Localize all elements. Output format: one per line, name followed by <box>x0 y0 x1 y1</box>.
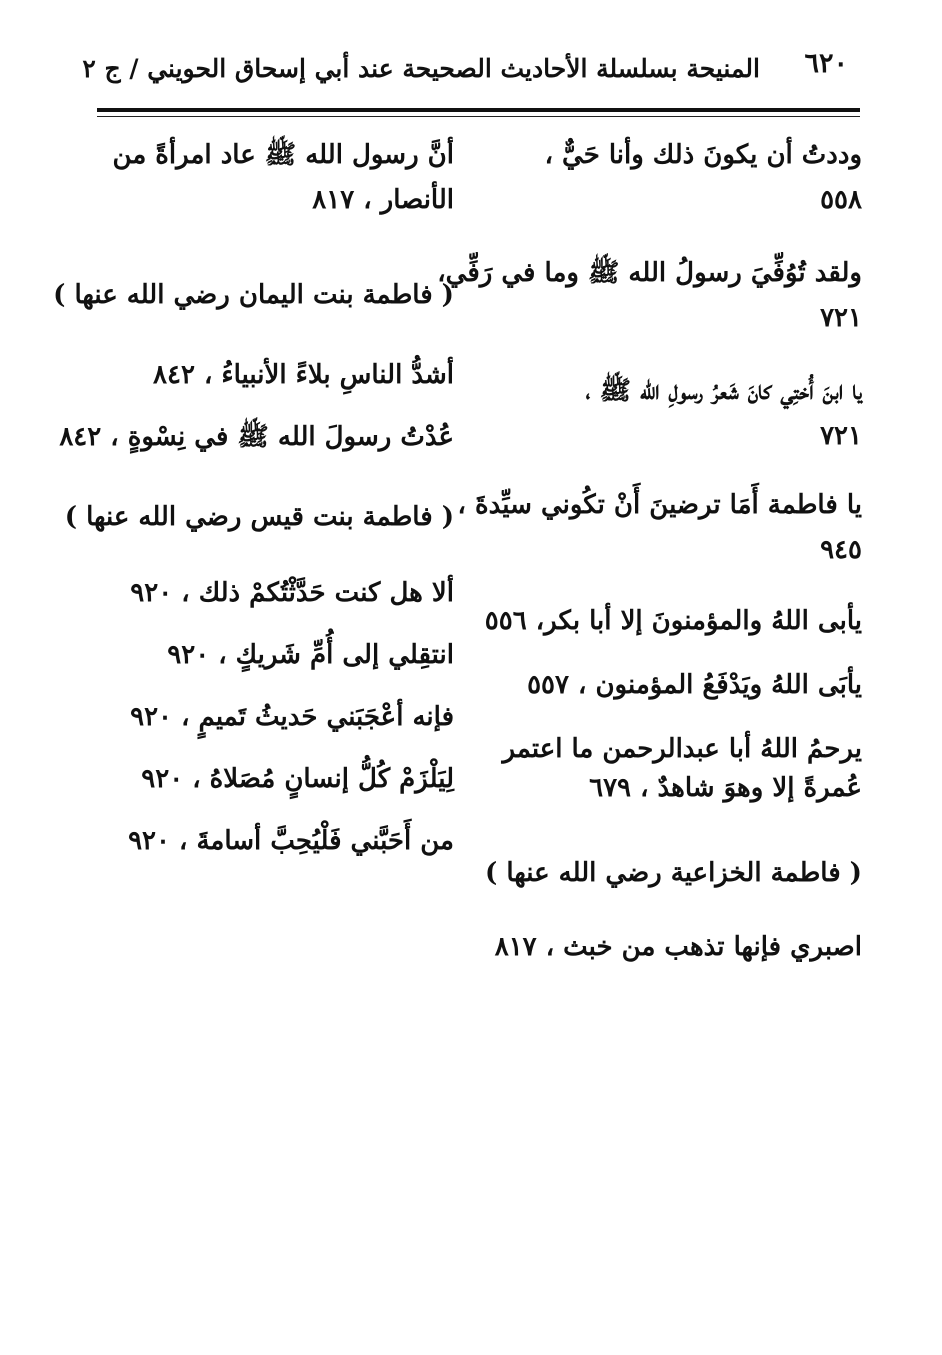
header-rule-thin <box>97 116 860 117</box>
hadith-text-cont: عُمرةً إلا وهوَ شاهدٌ ، ٦٧٩ <box>589 773 862 804</box>
hadith-text: يا ابنَ أُختِي كانَ شَعرُ رسولِ الله ﷺ ، <box>585 376 862 406</box>
hadith-ref: ٥٥٨ <box>820 185 862 216</box>
hadith-text-cont: الأنصار ، ٨١٧ <box>312 185 454 216</box>
section-heading: ( فاطمة بنت اليمان رضي الله عنها ) <box>53 280 454 310</box>
hadith-entry <box>130 702 454 733</box>
hadith-entry <box>503 734 863 804</box>
hadith-text: اصبري فإنها تذهب من خبث ، ٨١٧ <box>494 932 862 962</box>
hadith-text: يأبى اللهُ والمؤمنونَ إلا أبا بكر، ٥٥٦ <box>484 606 862 636</box>
hadith-entry <box>495 932 862 963</box>
page-header <box>82 48 860 88</box>
hadith-text: أنَّ رسول الله ﷺ عاد امرأةً من <box>112 140 454 170</box>
hadith-entry <box>153 360 454 391</box>
hadith-ref: ٧٢١ <box>820 421 862 452</box>
hadith-entry <box>141 764 454 795</box>
hadith-entry <box>59 422 454 453</box>
hadith-entry <box>113 140 454 216</box>
hadith-text: وددتُ أن يكونَ ذلك وأنا حَيٌّ ، <box>544 140 862 170</box>
hadith-text: من أَحَبَّني فَلْيُحِبَّ أسامةَ ، ٩٢٠ <box>128 826 454 856</box>
hadith-text: أشدُّ الناسِ بلاءً الأنبياءُ ، ٨٤٢ <box>153 360 454 390</box>
hadith-text: عُدْتُ رسولَ الله ﷺ في نِسْوةٍ ، ٨٤٢ <box>59 422 454 452</box>
hadith-entry <box>167 640 454 671</box>
book-title: المنيحة بسلسلة الأحاديث الصحيحة عند أبي إسحاق الحويني / ج ٢ <box>82 54 760 83</box>
hadith-ref: ٩٤٥ <box>820 535 862 566</box>
hadith-text: يأبَى اللهُ ويَدْفَعُ المؤمنون ، ٥٥٧ <box>527 670 862 700</box>
hadith-text: انتقِلي إلى أُمِّ شَريكٍ ، ٩٢٠ <box>167 640 454 670</box>
hadith-entry <box>586 376 862 452</box>
hadith-text: يرحمُ اللهُ أبا عبدالرحمن ما اعتمر <box>502 734 862 764</box>
hadith-entry <box>130 578 454 609</box>
hadith-entry <box>485 606 862 637</box>
hadith-entry <box>458 490 862 566</box>
hadith-text: يا فاطمة أَمَا ترضينَ أَنْ تكُوني سيِّدةَ ، <box>457 490 862 520</box>
header-rule-thick <box>97 108 860 112</box>
section-heading: ( فاطمة بنت قيس رضي الله عنها ) <box>64 502 454 532</box>
page-number: ٦٢٠ <box>804 48 848 79</box>
hadith-ref: ٧٢١ <box>820 303 862 334</box>
hadith-entry <box>545 140 862 216</box>
hadith-text: فإنه أعْجَبَني حَديثُ تَميمٍ ، ٩٢٠ <box>130 702 454 732</box>
section-heading: ( فاطمة الخزاعية رضي الله عنها ) <box>485 858 862 888</box>
hadith-entry <box>437 258 862 334</box>
hadith-text: ألا هل كنت حَدَّثْتُكمْ ذلك ، ٩٢٠ <box>130 578 454 608</box>
hadith-entry <box>527 670 862 701</box>
hadith-text: ولقد تُوُفِّيَ رسولُ الله ﷺ وما في رَفِّي، <box>437 258 862 288</box>
hadith-entry <box>128 826 454 857</box>
hadith-text: لِيَلْزَمْ كُلُّ إنسانٍ مُصَلاهُ ، ٩٢٠ <box>141 764 454 794</box>
